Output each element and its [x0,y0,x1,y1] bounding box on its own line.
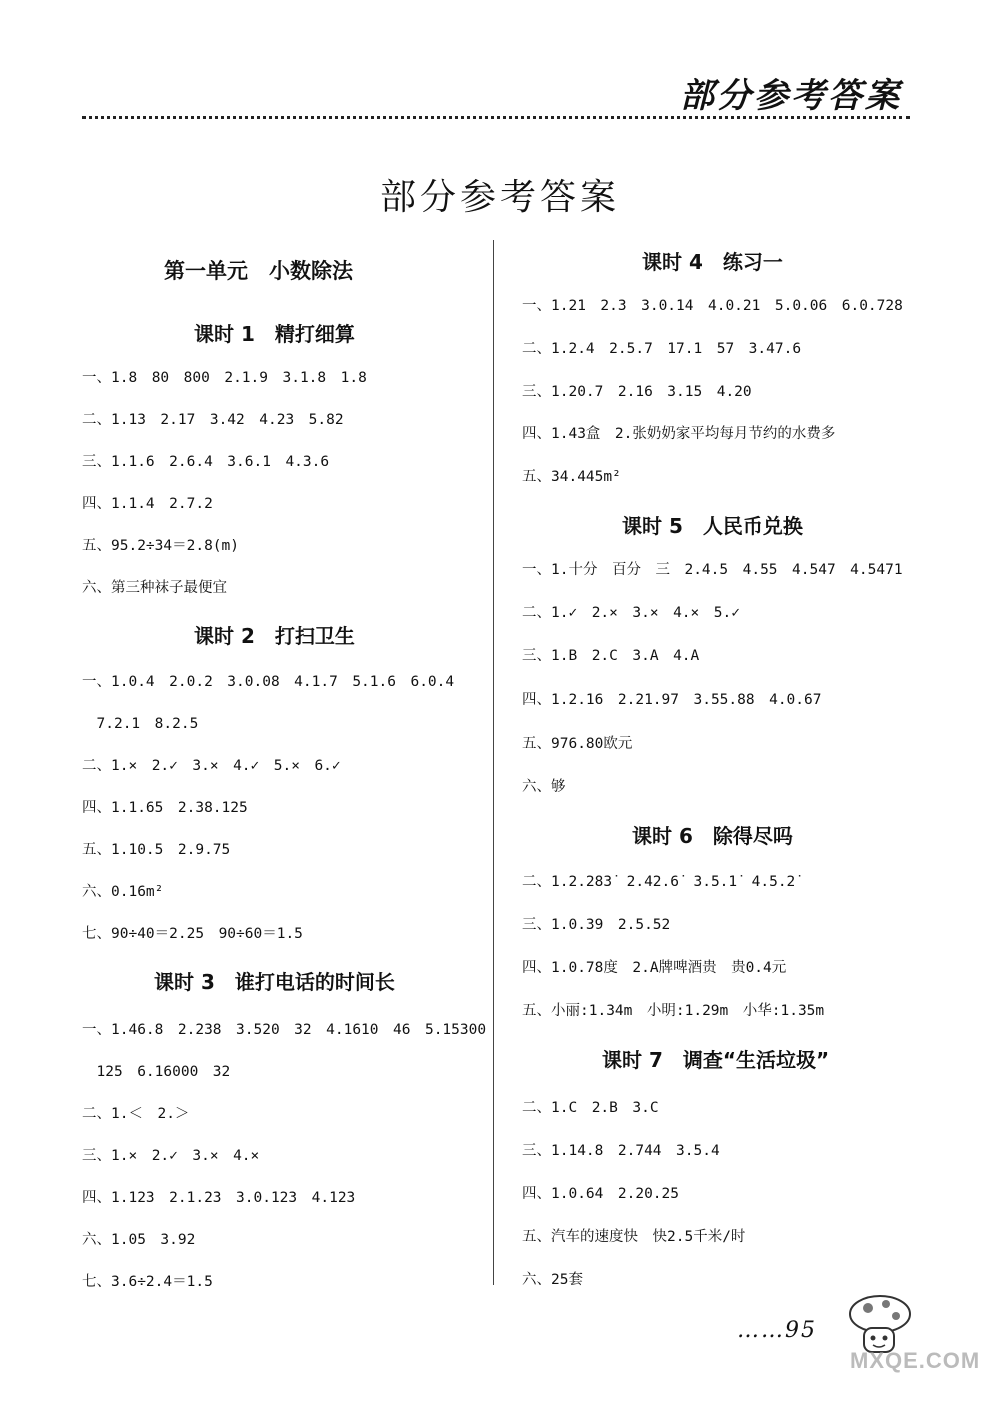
answer-line: 五、小丽:1.34m 小明:1.29m 小华:1.35m [522,1003,825,1019]
answer-line: 二、1.× 2.✓ 3.× 4.✓ 5.× 6.✓ [82,758,341,774]
lesson-5-title: 课时 5 人民币兑换 [622,514,803,538]
lesson-3-title: 课时 3 谁打电话的时间长 [154,970,395,994]
page-title: 部分参考答案 [379,177,620,219]
answer-line: 七、90÷40＝2.25 90÷60＝1.5 [82,926,303,942]
answer-line: 六、0.16m² [82,884,164,900]
answer-line: 一、1.0.4 2.0.2 3.0.08 4.1.7 5.1.6 6.0.4 [82,674,455,690]
unit-title: 第一单元 小数除法 [164,259,353,283]
answer-line: 四、1.1.65 2.38.125 [82,800,248,816]
header-dotted-rule [82,116,910,119]
lesson-2-title: 课时 2 打扫卫生 [194,624,355,648]
answer-line: 三、1.14.8 2.744 3.5.4 [522,1143,720,1159]
answer-line: 四、1.2.16 2.21.97 3.55.88 4.0.67 [522,692,822,708]
answer-line: 三、1.0.39 2.5.52 [522,917,671,933]
answer-line: 五、95.2÷34＝2.8(m) [82,538,239,554]
answer-line: 四、1.43盒 2.张奶奶家平均每月节约的水费多 [522,426,836,442]
answer-line: 三、1.× 2.✓ 3.× 4.× [82,1148,260,1164]
answer-line: 五、汽车的速度快 快2.5千米/时 [522,1229,746,1245]
column-divider [493,240,494,1285]
page-number: ……95 [737,1318,817,1343]
answer-line: 四、1.0.78度 2.A牌啤酒贵 贵0.4元 [522,960,787,976]
answer-line: 二、1.2.283̇ 2.42.6̇ 3.5.1̇ 4.5.2̇ [522,874,796,890]
lesson-6-title: 课时 6 除得尽吗 [632,824,793,848]
answer-line: 7.2.1 8.2.5 [82,716,199,732]
answer-line: 五、976.80欧元 [522,736,633,752]
header-title: 部分参考答案 [680,76,902,116]
answer-line: 四、1.123 2.1.23 3.0.123 4.123 [82,1190,356,1206]
answer-line: 四、1.1.4 2.7.2 [82,496,213,512]
answer-line: 三、1.B 2.C 3.A 4.A [522,648,700,664]
answer-line: 一、1.十分 百分 三 2.4.5 4.55 4.547 4.5471 [522,562,903,578]
answer-line: 二、1.✓ 2.× 3.× 4.× 5.✓ [522,605,740,621]
answer-line: 四、1.0.64 2.20.25 [522,1186,679,1202]
answer-line: 二、1.2.4 2.5.7 17.1 57 3.47.6 [522,341,802,357]
answer-line: 六、25套 [522,1272,583,1288]
answer-line: 七、3.6÷2.4＝1.5 [82,1274,213,1290]
lesson-4-title: 课时 4 练习一 [642,250,783,274]
answer-line: 一、1.46.8 2.238 3.520 32 4.1610 46 5.15300 [82,1022,487,1038]
answer-line: 五、34.445m² [522,469,621,485]
lesson-1-title: 课时 1 精打细算 [194,322,355,346]
answer-line: 六、第三种袜子最便宜 [82,580,227,596]
lesson-7-title: 课时 7 调查“生活垃圾” [602,1048,830,1072]
answer-line: 一、1.8 80 800 2.1.9 3.1.8 1.8 [82,370,367,386]
answer-line: 六、够 [522,779,566,795]
watermark: MXQE.COM [850,1348,981,1373]
answer-line: 六、1.05 3.92 [82,1232,196,1248]
answer-line: 二、1.C 2.B 3.C [522,1100,659,1116]
answer-line: 二、1.13 2.17 3.42 4.23 5.82 [82,412,344,428]
answer-line: 三、1.1.6 2.6.4 3.6.1 4.3.6 [82,454,330,470]
answer-line: 五、1.10.5 2.9.75 [82,842,231,858]
answer-line: 一、1.21 2.3 3.0.14 4.0.21 5.0.06 6.0.728 [522,298,903,314]
answer-line: 125 6.16000 32 [82,1064,231,1080]
answer-line: 三、1.20.7 2.16 3.15 4.20 [522,384,752,400]
answer-line: 二、1.＜ 2.＞ [82,1106,190,1122]
